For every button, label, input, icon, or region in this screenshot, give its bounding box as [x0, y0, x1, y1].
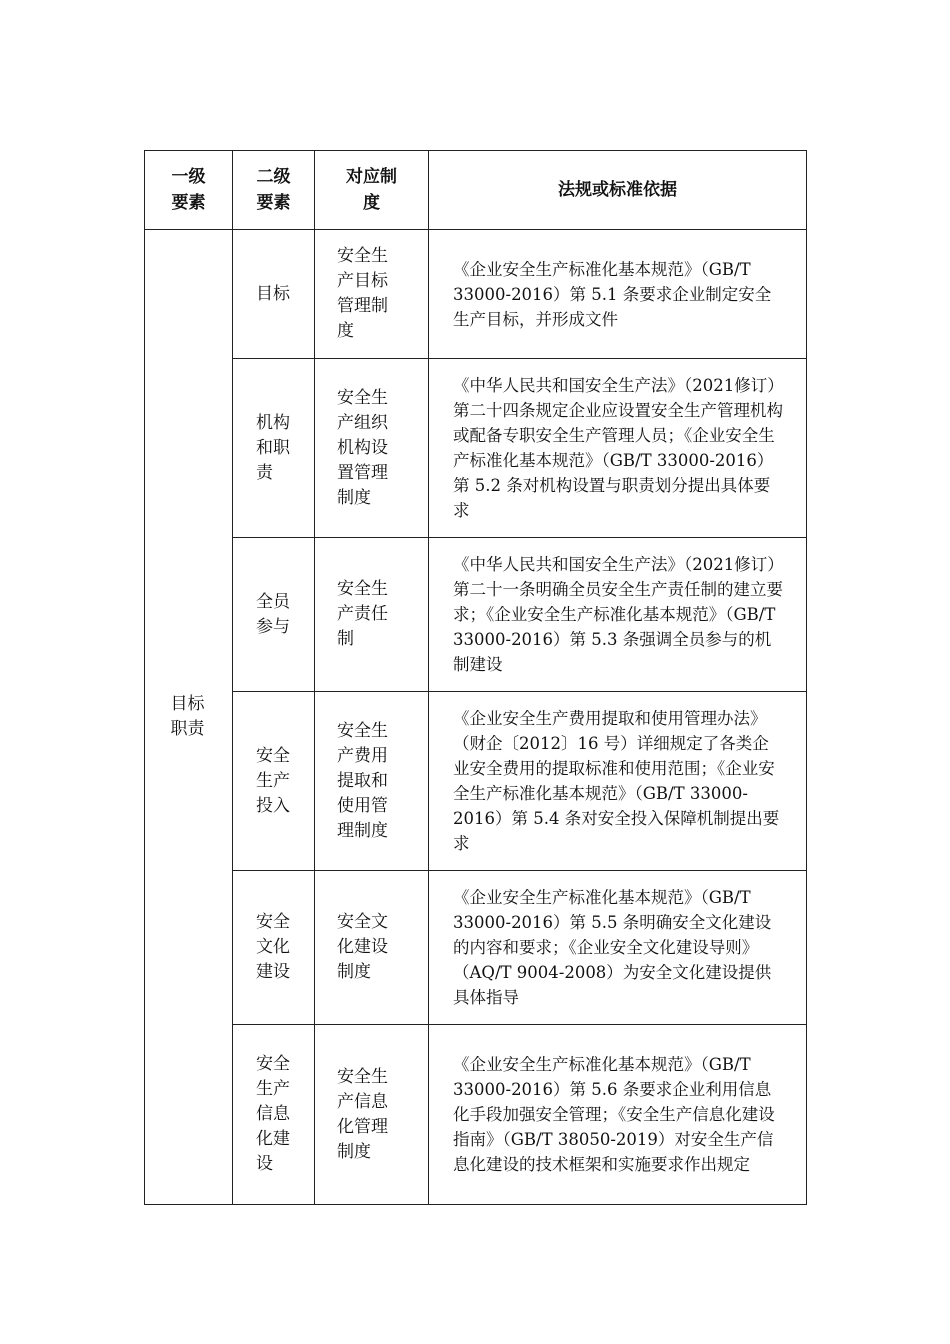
- system-cell: 安全生产目标管理制度: [315, 230, 429, 359]
- level2-cell: 全员参与: [233, 538, 315, 692]
- table-row: [145, 538, 807, 692]
- level2-cell: 安全生产信息化建设: [233, 1025, 315, 1205]
- header-system: 对应制度: [315, 151, 429, 230]
- level2-cell: 安全生产投入: [233, 692, 315, 871]
- basis-cell: 《企业安全生产标准化基本规范》（GB/T 33000-2016）第 5.1 条要求企业制定安全生产目标，并形成文件: [429, 230, 807, 359]
- header-row: [145, 151, 807, 230]
- table-row: [145, 1025, 807, 1205]
- table-row: [145, 359, 807, 538]
- level2-cell: 机构和职责: [233, 359, 315, 538]
- system-cell: 安全生产信息化管理制度: [315, 1025, 429, 1205]
- basis-cell: 《中华人民共和国安全生产法》（2021修订）第二十四条规定企业应设置安全生产管理机构或配备专职安全生产管理人员；《企业安全生产标准化基本规范》（GB/T 33000-2016）第 5.2 条对机构设置与职责划分提出具体要求: [429, 359, 807, 538]
- regulation-table: [144, 150, 807, 1205]
- table-row: [145, 871, 807, 1025]
- level2-cell: 安全文化建设: [233, 871, 315, 1025]
- level1-cell: [145, 230, 233, 1205]
- basis-cell: 《中华人民共和国安全生产法》（2021修订）第二十一条明确全员安全生产责任制的建立要求；《企业安全生产标准化基本规范》（GB/T 33000-2016）第 5.3 条强调全员参与的机制建设: [429, 538, 807, 692]
- system-cell: 安全文化建设制度: [315, 871, 429, 1025]
- table-row: [145, 230, 807, 359]
- system-cell: 安全生产组织机构设置管理制度: [315, 359, 429, 538]
- table-row: [145, 692, 807, 871]
- basis-cell: 《企业安全生产标准化基本规范》（GB/T 33000-2016）第 5.6 条要求企业利用信息化手段加强安全管理；《安全生产信息化建设指南》（GB/T 38050-2019）对安全生产信息化建设的技术框架和实施要求作出规定: [429, 1025, 807, 1205]
- header-basis: 法规或标准依据: [429, 151, 807, 230]
- header-level1: 一级要素: [145, 151, 233, 230]
- header-level2: 二级要素: [233, 151, 315, 230]
- system-cell: 安全生产费用提取和使用管理制度: [315, 692, 429, 871]
- level1-value: 目标职责: [170, 694, 205, 739]
- basis-cell: 《企业安全生产标准化基本规范》（GB/T 33000-2016）第 5.5 条明确安全文化建设的内容和要求；《企业安全文化建设导则》（AQ/T 9004-2008）为安全文化建设提供具体指导: [429, 871, 807, 1025]
- system-cell: 安全生产责任制: [315, 538, 429, 692]
- level2-cell: 目标: [233, 230, 315, 359]
- basis-cell: 《企业安全生产费用提取和使用管理办法》（财企〔2012〕16 号）详细规定了各类企业安全费用的提取标准和使用范围；《企业安全生产标准化基本规范》（GB/T 33000-2016）第 5.4 条对安全投入保障机制提出要求: [429, 692, 807, 871]
